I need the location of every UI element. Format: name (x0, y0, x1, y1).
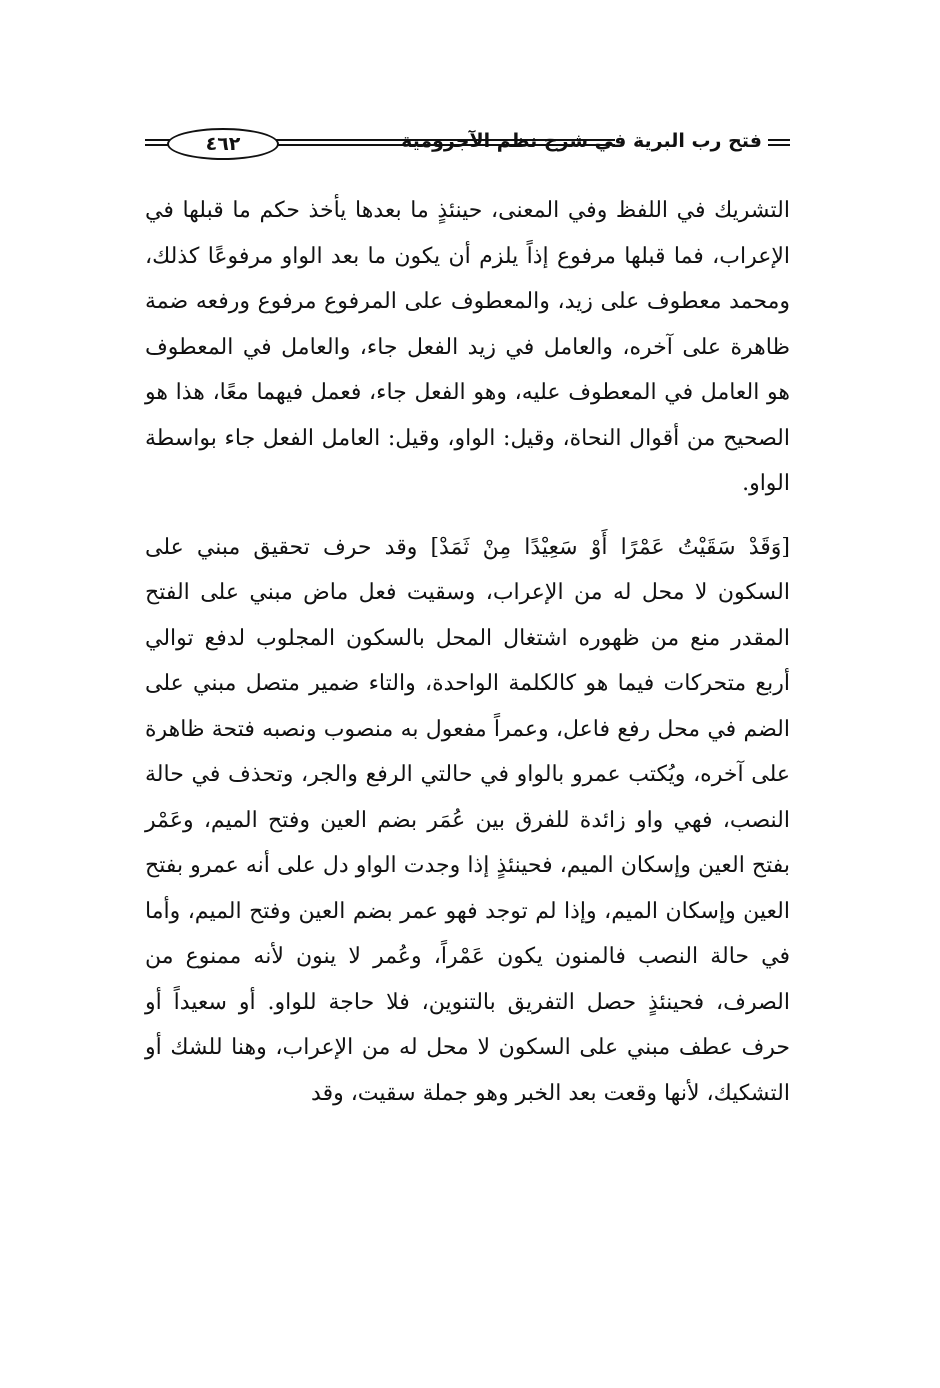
book-title: فتح رب البرية في شرح نظم الآجرومية (401, 130, 762, 152)
header-double-rule-right (768, 139, 790, 146)
page-number: ٤٦٢ (167, 128, 279, 160)
page-body (145, 188, 790, 1116)
paragraph-1: التشريك في اللفظ وفي المعنى، حينئذٍ ما بعدها يأخذ حكم ما قبلها في الإعراب، فما قبلها مرفوع إذاً يلزم أن يكون ما بعد الواو مرفوعًا كذلك، ومحمد معطوف على زيد، والمعطوف على المرفوع مرفوع ورفعه ضمة ظاهرة على آخره، والعامل في زيد الفعل جاء، والعامل في المعطوف هو العامل في المعطوف عليه، وهو الفعل جاء، فعمل فيهما معًا، هذا هو الصحيح من أقوال النحاة، وقيل: الواو، وقيل: العامل الفعل جاء بواسطة الواو. (145, 198, 790, 496)
page-header (145, 128, 790, 164)
verse-quote: [وَقَدْ سَقَيْتُ عَمْرًا أَوْ سَعِيْدًا مِنْ ثَمَدْ] (430, 534, 790, 560)
paragraph-2-text: وقد حرف تحقيق مبني على السكون لا محل له من الإعراب، وسقيت فعل ماض مبني على الفتح المقدر منع من ظهوره اشتغال المحل بالسكون المجلوب لدفع توالي أربع متحركات فيما هو كالكلمة الواحدة، والتاء ضمير متصل مبني على الضم في محل رفع فاعل، وعمراً مفعول به منصوب ونصبه فتحة ظاهرة على آخره، ويُكتب عمرو بالواو في حالتي الرفع والجر، وتحذف في حالة النصب، فهي واو زائدة للفرق بين عُمَر بضم العين وفتح الميم، وعَمْر بفتح العين وإسكان الميم، فحينئذٍ إذا وجدت الواو دل على أنه عمرو بفتح العين وإسكان الميم، وإذا لم توجد فهو عمر بضم العين وفتح الميم، وأما في حالة النصب فالمنون يكون عَمْراً، وعُمر لا ينون لأنه ممنوع من الصرف، فحينئذٍ حصل التفريق بالتنوين، فلا حاجة للواو. أو سعيداً أو حرف عطف مبني على السكون لا محل له من الإعراب، وهنا للشك أو التشكيك، لأنها وقعت بعد الخبر وهو جملة سقيت، وقد (145, 534, 790, 1106)
paragraph-2 (145, 525, 790, 1117)
